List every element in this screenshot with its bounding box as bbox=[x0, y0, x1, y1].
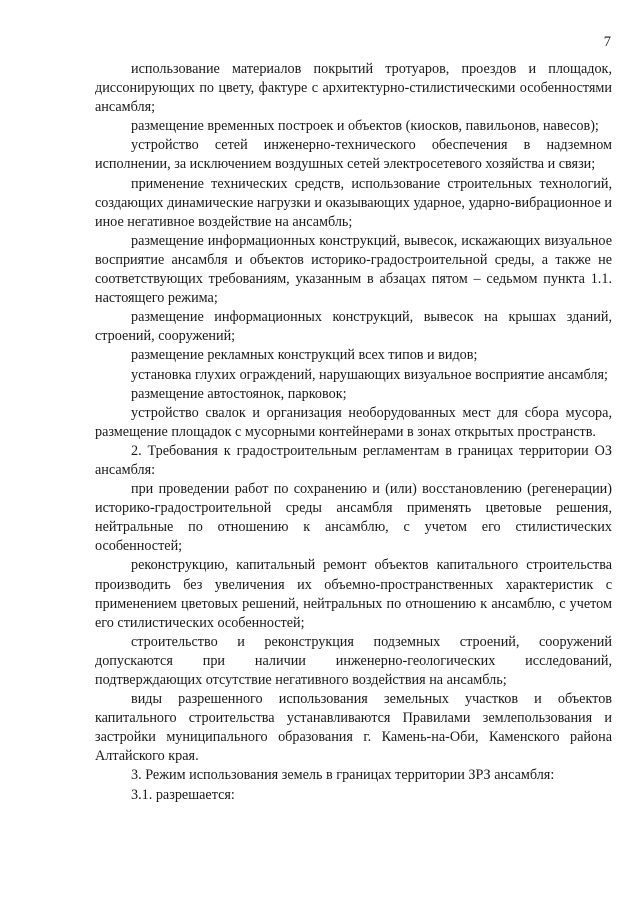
list-item: строительство и реконструкция подземных строений, сооружений допускаются при наличии инженерно-геологических исследований, подтверждающих отсутствие негативного воздействия на ансамбль; bbox=[95, 633, 612, 688]
list-item: реконструкцию, капитальный ремонт объектов капитального строительства производить без увеличения их объемно-пространственных характеристик с применением цветовых решений, нейтральных по отношению к ансамблю, с учетом его стилистических особенностей; bbox=[95, 557, 612, 631]
list-item: размещение рекламных конструкций всех типов и видов; bbox=[131, 347, 478, 364]
list-item: применение технических средств, использование строительных технологий, создающих динамические нагрузки и оказывающих ударное, ударно-вибрационное и иное негативное воздействие на ансамбль; bbox=[95, 175, 612, 230]
list-item: использование материалов покрытий тротуаров, проездов и площадок, диссонирующих по цвету, фактуре с архитектурно-стилистическими особенностями ансамбля; bbox=[95, 61, 612, 116]
subsection-heading: 3.1. разрешается: bbox=[131, 786, 235, 803]
list-item: установка глухих ограждений, нарушающих визуальное восприятие ансамбля; bbox=[131, 366, 608, 383]
list-item: размещение временных построек и объектов (киосков, павильонов, навесов); bbox=[131, 118, 599, 135]
page-number: 7 bbox=[603, 34, 611, 50]
section-heading: 3. Режим использования земель в границах территории ЗРЗ ансамбля: bbox=[131, 767, 555, 784]
list-item: размещение информационных конструкций, вывесок на крышах зданий, строений, сооружений; bbox=[95, 309, 612, 345]
list-item: размещение автостоянок, парковок; bbox=[131, 385, 347, 402]
list-item: устройство сетей инженерно-технического обеспечения в надземном исполнении, за исключением воздушных сетей электросетевого хозяйства и связи; bbox=[95, 137, 612, 173]
list-item: при проведении работ по сохранению и (или) восстановлению (регенерации) историко-градостроительной среды ансамбля применять цветовые решения, нейтральные по отношению к ансамблю, с учетом его стилистических особенностей; bbox=[95, 481, 612, 555]
list-item: виды разрешенного использования земельных участков и объектов капитального строительства устанавливаются Правилами землепользования и застройки муниципального образования г. Камень-на-Оби, Каменского района Алтайского края. bbox=[95, 691, 612, 765]
list-item: размещение информационных конструкций, вывесок, искажающих визуальное восприятие ансамбля и объектов историко-градостроительной среды, а также не соответствующих требованиям, указанным в абзацах пятом – седьмом пункта 1.1. настоящего режима; bbox=[95, 232, 612, 307]
document-body bbox=[95, 60, 612, 805]
list-item: устройство свалок и организация необорудованных мест для сбора мусора, размещение площадок с мусорными контейнерами в зонах открытых пространств. bbox=[95, 404, 612, 440]
section-heading: 2. Требования к градостроительным регламентам в границах территории ОЗ ансамбля: bbox=[95, 442, 612, 478]
